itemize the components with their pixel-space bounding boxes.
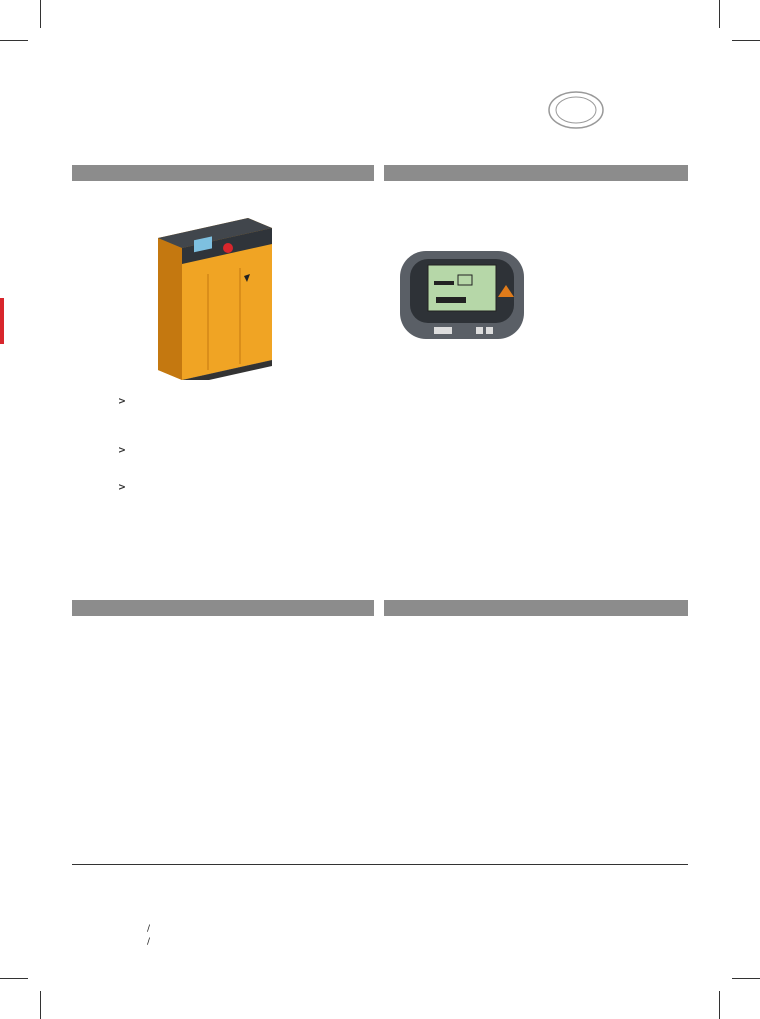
- arrow-icon: >: [118, 445, 126, 456]
- crop-mark: [0, 40, 28, 41]
- ce-mark-icon: [634, 88, 682, 128]
- crop-mark: [719, 991, 720, 1019]
- section-header-charging: [72, 165, 374, 181]
- charger-image: [148, 210, 278, 380]
- arrow-icon: >: [118, 396, 126, 407]
- section-header-basic-specs: [72, 600, 374, 616]
- side-accent-bar: [0, 298, 4, 344]
- footer-divider: [72, 864, 688, 865]
- section-header-options: [384, 600, 688, 616]
- feature-item: [118, 396, 129, 408]
- crop-mark: [40, 991, 41, 1019]
- arrow-icon: >: [118, 482, 126, 493]
- crop-mark: [40, 0, 41, 28]
- feature-item: [118, 482, 129, 494]
- website-line: /: [147, 937, 151, 947]
- legend-connector-lines: [396, 200, 636, 440]
- qr-code: [80, 882, 132, 934]
- section-header-controller: [384, 165, 688, 181]
- crop-mark: [0, 978, 28, 979]
- phone-line: /: [147, 924, 151, 934]
- crop-mark: [732, 978, 760, 979]
- crop-mark: [732, 40, 760, 41]
- feature-item: [118, 445, 129, 457]
- crop-mark: [719, 0, 720, 28]
- cqc-certification-icon: [548, 90, 604, 130]
